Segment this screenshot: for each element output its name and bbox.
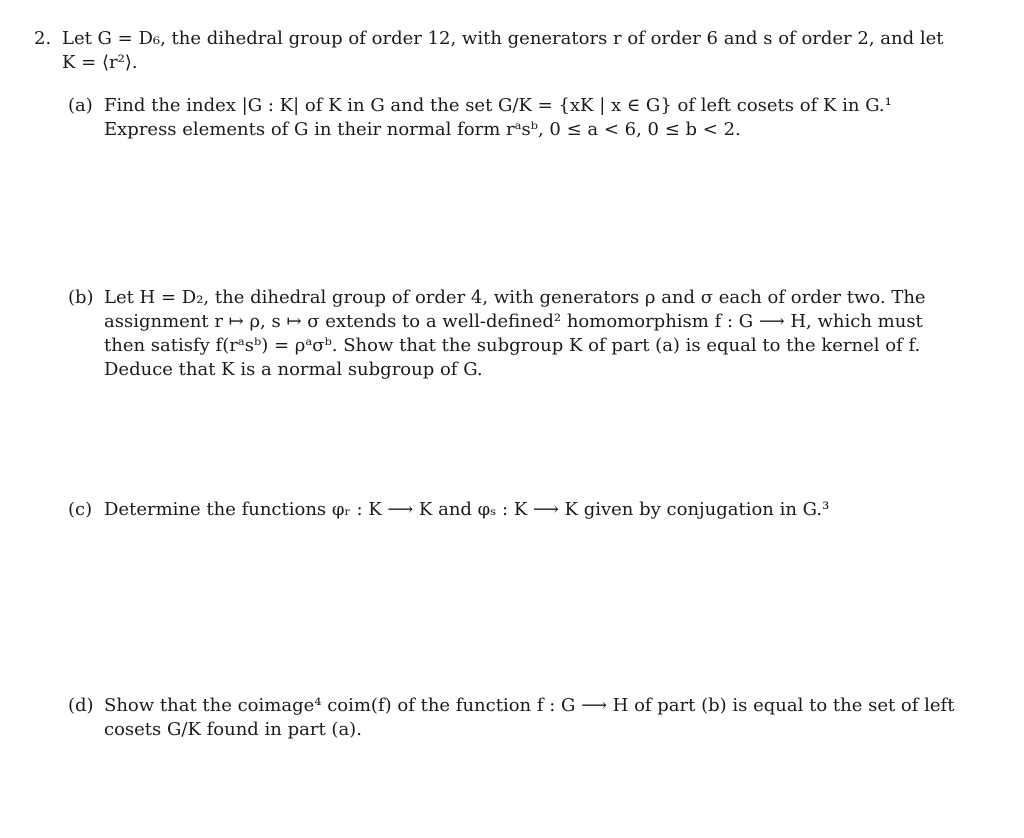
part-a-line-1 bbox=[68, 94, 968, 118]
problem-intro-text-1: Let G = D₆, the dihedral group of order 12, with generators r of order 6 and s of order 2, and let bbox=[62, 28, 944, 49]
part-b-label: (b) bbox=[68, 287, 94, 308]
part-c-line-1 bbox=[68, 498, 968, 522]
part-d-line-2: cosets G/K found in part (a). bbox=[104, 719, 362, 740]
part-d bbox=[68, 694, 968, 742]
part-c-text-1: Determine the functions φᵣ : K ⟶ K and φₛ : K ⟶ K given by conjugation in G.³ bbox=[104, 499, 830, 520]
part-d-line-1 bbox=[68, 694, 968, 718]
part-c-label: (c) bbox=[68, 499, 93, 520]
problem-intro-line-1 bbox=[34, 27, 994, 51]
part-b bbox=[68, 286, 968, 382]
part-a-text-1: Find the index |G : K| of K in G and the set G/K = {xK | x ∈ G} of left cosets of K in G.¹ bbox=[104, 95, 892, 116]
part-a bbox=[68, 94, 968, 142]
part-b-text-1: Let H = D₂, the dihedral group of order 4, with generators ρ and σ each of order two. The bbox=[104, 287, 926, 308]
problem-number: 2. bbox=[34, 28, 52, 49]
part-b-line-4: Deduce that K is a normal subgroup of G. bbox=[104, 359, 483, 380]
part-a-line-2: Express elements of G in their normal form rᵃsᵇ, 0 ≤ a < 6, 0 ≤ b < 2. bbox=[104, 119, 741, 140]
part-d-label: (d) bbox=[68, 695, 94, 716]
problem-2 bbox=[34, 27, 994, 75]
part-b-line-2: assignment r ↦ ρ, s ↦ σ extends to a well-defined² homomorphism f : G ⟶ H, which must bbox=[104, 311, 923, 332]
part-c bbox=[68, 498, 968, 522]
part-b-line-1 bbox=[68, 286, 968, 310]
part-d-text-1: Show that the coimage⁴ coim(f) of the function f : G ⟶ H of part (b) is equal to the set of left bbox=[104, 695, 955, 716]
part-a-label: (a) bbox=[68, 95, 93, 116]
part-b-line-3: then satisfy f(rᵃsᵇ) = ρᵃσᵇ. Show that the subgroup K of part (a) is equal to the kernel of f. bbox=[104, 335, 921, 356]
problem-intro-line-2: K = ⟨r²⟩. bbox=[62, 52, 138, 73]
